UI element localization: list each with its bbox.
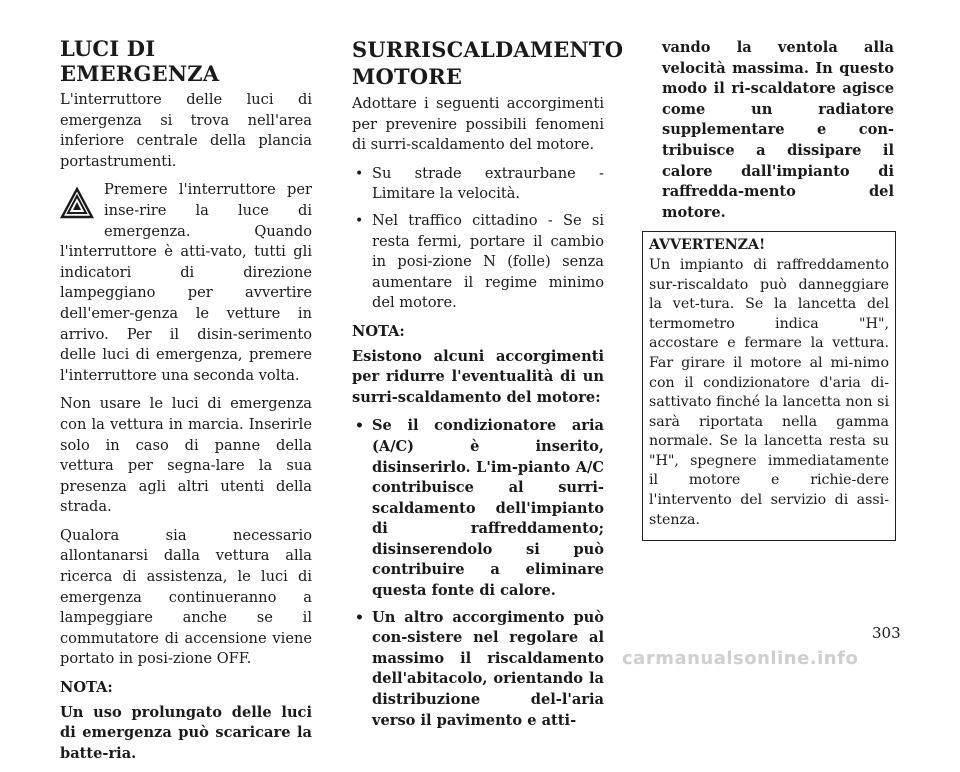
hazard-triangle-icon — [60, 186, 94, 220]
overheating-list — [352, 164, 604, 314]
overheating-nota-intro: Esistono alcuni accorgimenti per ridurre l'eventualità di un surri-scaldamento del motore: — [352, 347, 604, 406]
list-item: • Nel traffico cittadino - Se si resta fermi, portare il cambio in posi-zione N (folle) senza aumentare il regime minimo del motore. — [352, 211, 604, 314]
hazard-warning-paragraph — [60, 180, 312, 386]
warning-box — [642, 231, 896, 541]
warning-box-text: Un impianto di raffreddamento sur-riscaldato può danneggiare la vet-tura. Se la lancetta del termometro indica "H", accostare e fermare la vettura. Far girare il motore al mi-nimo con il condizionatore d'aria di-sattivato finché la lancetta non si sarà riportata nella gamma normale. Se la lancetta resta su "H", spegnere immediatamente il motore e richie-dere l'intervento del servizio di assi-stenza. — [649, 256, 889, 528]
column-right — [642, 38, 894, 541]
list-item: • Se il condizionatore aria (A/C) è inserito, disinserirlo. L'im-pianto A/C contribuisce al surri-scaldamento dell'impianto di raffreddamento; disinserendolo si può contribuire a eliminare questa fonte di calore. — [352, 416, 604, 601]
section-title-overheating: SURRISCALDAMENTO MOTORE — [352, 37, 624, 89]
column-middle — [352, 36, 624, 739]
overheating-nota-label: NOTA: — [352, 322, 405, 340]
overheating-tips-list — [352, 416, 604, 731]
hazard-warning-text: Premere l'interruttore per inse-rire la luce di emergenza. Quando l'interruttore è atti-vato, tutti gli indicatori di direzione lampeggiano per avvertire dell'emer-genza le vetture in arrivo. Per il disin-serimento delle luci di emergenza, premere l'interruttore una seconda volta. — [60, 181, 312, 384]
column-left — [60, 36, 312, 772]
overheating-intro: Adottare i seguenti accorgimenti per prevenire possibili fenomeni di surri-scaldamento del motore. — [352, 95, 604, 154]
hazard-paragraph-2: Non usare le luci di emergenza con la vettura in marcia. Inserirle solo in caso di panne della vettura per segna-lare la sua presenza agli altri utenti della strada. — [60, 395, 312, 516]
hazard-nota-label: NOTA: — [60, 679, 113, 697]
warning-box-title: AVVERTENZA! — [649, 237, 766, 254]
hazard-paragraph-3: Qualora sia necessario allontanarsi dalla vettura alla ricerca di assistenza, le luci di emergenza continueranno a lampeggiare anche se il commutatore di accensione viene portato in posi-zione OFF. — [60, 526, 312, 668]
list-item: • Su strade extraurbane - Limitare la velocità. — [352, 164, 604, 205]
section-title-hazard-lights: LUCI DI EMERGENZA — [60, 36, 220, 86]
list-item: • Un altro accorgimento può con-sistere nel regolare al massimo il riscaldamento dell'abitacolo, orientando la distribuzione del-l'aria verso il pavimento e atti- — [352, 608, 604, 732]
overheating-tip-continuation: vando la ventola alla velocità massima. In questo modo il ri-scaldatore agisce come un radiatore supplementare e con-tribuisce a dissipare il calore dall'impianto di raffredda-mento del motore. — [662, 39, 894, 221]
watermark: carmanualsonline.info — [622, 648, 859, 669]
hazard-intro: L'interruttore delle luci di emergenza si trova nell'area inferiore centrale della plancia portastrumenti. — [60, 91, 312, 170]
hazard-nota-text: Un uso prolungato delle luci di emergenza può scaricare la batte-ria. — [60, 703, 312, 762]
page-number: 303 — [872, 624, 901, 642]
